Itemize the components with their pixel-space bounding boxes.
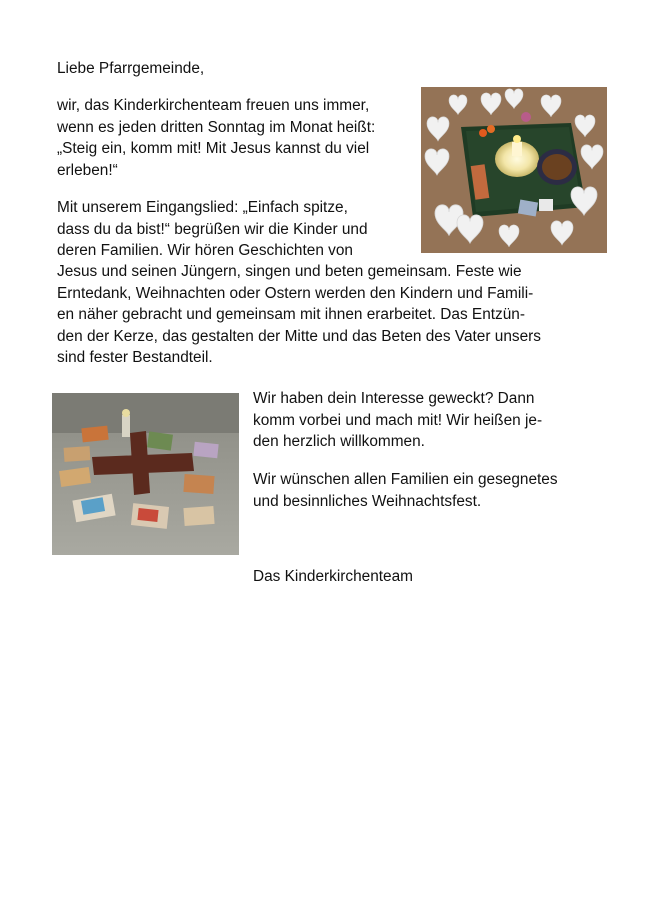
photo-cross-pictures — [52, 393, 239, 555]
paragraph-song-continued: Jesus und seinen Jüngern, singen und beten gemeinsam. Feste wie Erntedank, Weihnachten oder Ostern werden den Kindern und Famili- en näher gebracht und gemeinsam mit ihnen erarbeitet. Das Entzün- den der Kerze, das gestalten der Mitte und das Beten des Vater unsers sind fester Bestandteil. — [57, 263, 541, 366]
paragraph-christmas-wishes: Wir wünschen allen Familien ein gesegnetes und besinnliches Weihnachtsfest. — [253, 471, 558, 510]
paragraph-invitation: Wir haben dein Interesse geweckt? Dann komm vorbei und mach mit! Wir heißen je- den herzlich willkommen. — [253, 390, 543, 450]
greeting: Liebe Pfarrgemeinde, — [57, 60, 205, 77]
signature: Das Kinderkirchenteam — [253, 568, 413, 585]
paragraph-song-start: Mit unserem Eingangslied: „Einfach spitze, dass du da bist!“ begrüßen wir die Kinder und deren Familien. Wir hören Geschichten von — [57, 199, 368, 259]
paragraph-intro: wir, das Kinderkirchenteam freuen uns immer, wenn es jeden dritten Sonntag im Monat heißt: „Steig ein, komm mit! Mit Jesus kannst du viel erleben!“ — [57, 97, 376, 179]
photo-candle-hearts — [421, 87, 607, 253]
